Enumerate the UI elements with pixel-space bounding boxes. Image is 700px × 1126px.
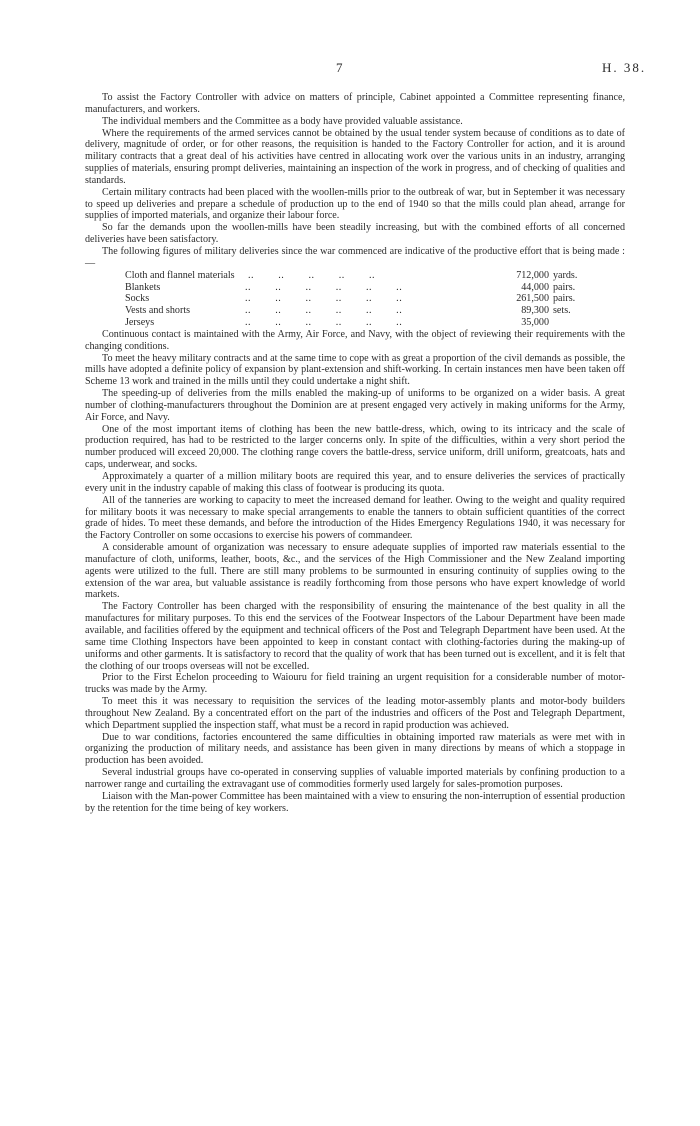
paragraph: Several industrial groups have co-operated in conserving supplies of valuable imported materials by confining production to a narrower range and curtailing the extravagant use of commodities formerly used largely for sales-promotion purposes. bbox=[85, 767, 625, 790]
row-item: Jerseys bbox=[125, 317, 155, 329]
paragraph: A considerable amount of organization was necessary to ensure adequate supplies of imported raw materials essential to the manufacture of cloth, uniforms, leather, boots, &c., and the services of the High Commissioner and the New Zealand importing agents were utilized to the full. There are still many problems to be surmounted in ensuring continuity of supplies owing to the extension of the war area, but valuable assistance is readily forthcoming from those persons who have expert knowledge of world markets. bbox=[85, 542, 625, 601]
row-unit: pairs. bbox=[553, 293, 576, 305]
paragraph: To assist the Factory Controller with advice on matters of principle, Cabinet appointed a Committee representing finance, manufacturers, and workers. bbox=[85, 92, 625, 115]
dot-leaders: .. .. .. .. .. .. bbox=[245, 305, 403, 317]
paragraph: Where the requirements of the armed services cannot be obtained by the usual tender system because of conditions as to date of delivery, magnitude of order, or for other reasons, the requisition is handed to the Factory Controller for action, and it is around military contracts that a great deal of his activities have centred in allocating work over the various units in an industry, arranging supplies of materials, ensuring prompt deliveries, maintaining an inspection of the work in progress, and of checking of qualities and standards. bbox=[85, 127, 625, 186]
paragraph: The speeding-up of deliveries from the mills enabled the making-up of uniforms to be organized on a wider basis. A great number of clothing-manufacturers throughout the Dominion are at present engaged very actively in making uniforms for the Army, Air Force, and Navy. bbox=[85, 388, 625, 423]
dot-leaders: .. .. .. .. .. .. bbox=[245, 281, 403, 293]
page-number: 7 bbox=[336, 60, 344, 75]
paragraph: Approximately a quarter of a million military boots are required this year, and to ensure deliveries the services of practically every unit in the industry capable of making this class of footwear is producing its quota. bbox=[85, 471, 625, 494]
paragraph: Certain military contracts had been placed with the woollen-mills prior to the outbreak of war, but in September it was necessary to speed up deliveries and prepare a schedule of production up to the end of 1940 so that the mills could plan ahead, arrange for supplies of imported materials, and organize their labour force. bbox=[85, 186, 625, 222]
row-unit: yards. bbox=[553, 269, 578, 281]
row-quantity: 44,000 bbox=[521, 281, 549, 293]
page-header bbox=[0, 62, 700, 76]
dot-leaders: .. .. .. .. .. .. bbox=[245, 317, 403, 329]
report-code: H. 38. bbox=[602, 60, 647, 75]
row-item: Vests and shorts bbox=[125, 305, 191, 317]
paragraph: One of the most important items of clothing has been the new battle-dress, which, owing to its intricacy and the scale of production required, has had to be restricted to the larger concerns only. In spite of the difficulties, within a very short period the number produced will exceed 20,000. The clothing range covers the battle-dress, service uniform, drill uniform, greatcoats, hats and caps, underwear, and socks. bbox=[85, 423, 625, 471]
table-row bbox=[125, 282, 625, 294]
row-unit: sets. bbox=[553, 305, 571, 317]
dot-leaders: .. .. .. .. .. bbox=[245, 269, 376, 281]
table-row bbox=[125, 305, 625, 317]
table-row bbox=[125, 293, 625, 305]
row-unit bbox=[549, 317, 613, 329]
paragraph: To meet the heavy military contracts and at the same time to cope with as great a proportion of the civil demands as possible, the mills have adopted a definite policy of expansion by plant-extension and shift-working. In certain instances men have been taken off Scheme 13 work and trained in the mills until they could undertake a night shift. bbox=[85, 352, 625, 388]
document-body bbox=[85, 92, 625, 814]
row-unit: pairs. bbox=[553, 281, 576, 293]
row-quantity: 712,000 bbox=[516, 269, 549, 281]
paragraph: All of the tanneries are working to capacity to meet the increased demand for leather. Owing to the weight and quality required for military boots it was necessary to make special arrangements to enable the tanners to obtain sufficient quantities of the correct grade of hides. To meet these demands, and before the introduction of the Hides Emergency Regulations 1940, it was necessary for the Factory Controller on some occasions to exercise his powers of commandeer. bbox=[85, 494, 625, 542]
paragraph: The following figures of military deliveries since the war commenced are indicative of the productive effort that is being made : — bbox=[85, 245, 625, 269]
row-quantity: 261,500 bbox=[516, 293, 549, 305]
dot-leaders: .. .. .. .. .. .. bbox=[245, 293, 403, 305]
row-item: Blankets bbox=[125, 281, 161, 293]
paragraph: So far the demands upon the woollen-mills have been steadily increasing, but with the combined efforts of all concerned deliveries have been satisfactory. bbox=[85, 222, 625, 246]
paragraph: To meet this it was necessary to requisition the services of the leading motor-assembly plants and motor-body builders throughout New Zealand. By a concentrated effort on the part of the industries and officers of the Post and Telegraph Department, which Department supplied the inspection staff, what must be a record in rapid production was achieved. bbox=[85, 696, 625, 731]
table-row bbox=[125, 270, 625, 282]
paragraph: Continuous contact is maintained with the Army, Air Force, and Navy, with the object of reviewing their requirements with the changing conditions. bbox=[85, 328, 625, 352]
paragraph: Prior to the First Echelon proceeding to Waiouru for field training an urgent requisition for a considerable number of motor-trucks was made by the Army. bbox=[85, 672, 625, 696]
paragraph: The Factory Controller has been charged with the responsibility of ensuring the maintenance of the best quality in all the manufactures for military purposes. To this end the services of the Footwear Inspectors of the Labour Department have been made available, and facilities offered by the equipment and technical officers of the Post and Telegraph Department have been used. At the same time Clothing Inspectors have been appointed to keep in constant contact with clothing-factories during the making-up of uniforms and other garments. It is satisfactory to record that the quality of work that has been turned out is excellent, and it is felt that the clothing of our troops overseas will not be excelled. bbox=[85, 601, 625, 672]
table-row bbox=[125, 317, 625, 329]
row-item: Socks bbox=[125, 293, 150, 305]
paragraph: The individual members and the Committee as a body have provided valuable assistance. bbox=[102, 115, 463, 127]
row-item: Cloth and flannel materials bbox=[125, 269, 235, 281]
paragraph: Due to war conditions, factories encountered the same difficulties in obtaining imported raw materials as were met with in organizing the production of military needs, and assistance has been given in many directions by means of which a stoppage in production has been avoided. bbox=[85, 731, 625, 767]
row-quantity: 35,000 bbox=[521, 317, 549, 329]
deliveries-table bbox=[125, 270, 625, 329]
paragraph: Liaison with the Man-power Committee has been maintained with a view to ensuring the non-interruption of essential production by the retention for the time being of key workers. bbox=[85, 790, 625, 814]
row-quantity: 89,300 bbox=[521, 305, 549, 317]
